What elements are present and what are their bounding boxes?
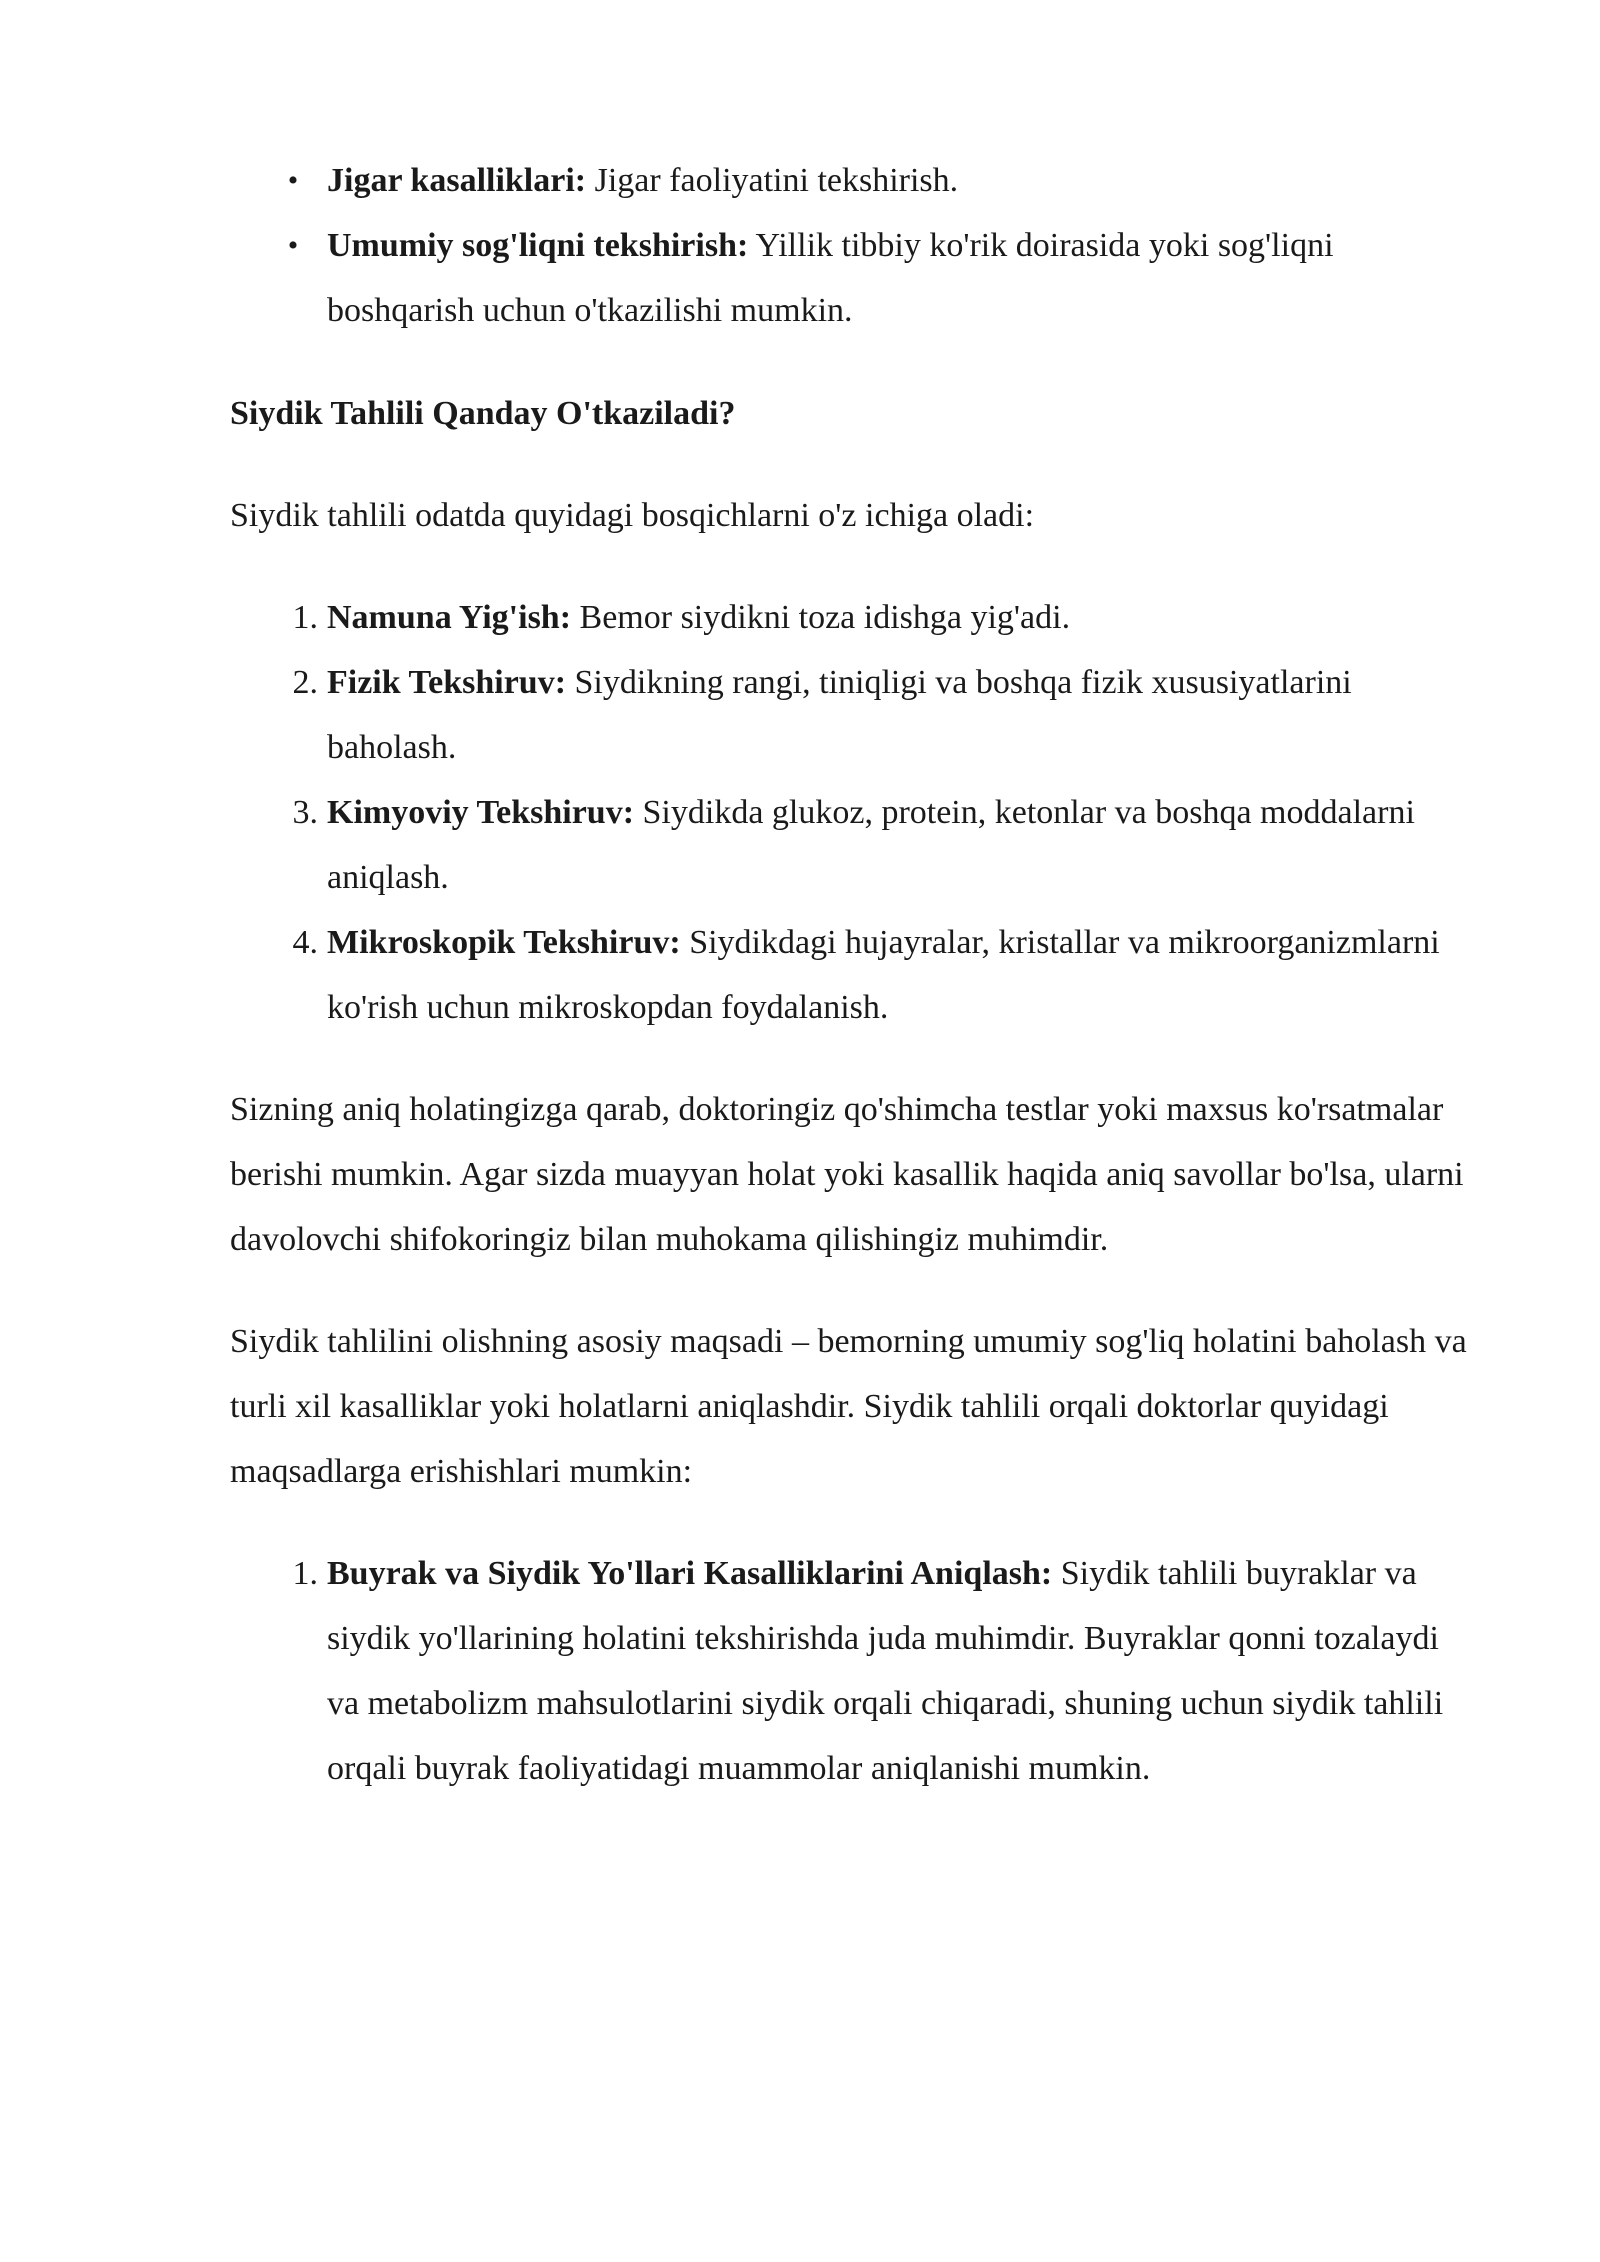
list-number: 4. <box>292 924 318 961</box>
list-item <box>230 213 1470 343</box>
list-item-term: Mikroskopik Tekshiruv: <box>327 924 681 961</box>
list-item-term: Umumiy sog'liqni tekshirish: <box>327 227 749 264</box>
list-item-text: Siydikning rangi, tiniqligi va boshqa fizik xususiyatlarini baholash. <box>327 664 1352 766</box>
list-number: 2. <box>292 664 318 701</box>
list-item-text: Siydikdagi hujayralar, kristallar va mikroorganizmlarni ko'rish uchun mikroskopdan foydalanish. <box>327 924 1440 1026</box>
list-item-term: Kimyoviy Tekshiruv: <box>327 794 635 831</box>
bullet-icon: • <box>287 229 299 262</box>
document-body <box>230 148 1470 1801</box>
list-item <box>230 148 1470 213</box>
list-item-term: Fizik Tekshiruv: <box>327 664 567 701</box>
list-item-term: Jigar kasalliklari: <box>327 162 587 199</box>
list-item <box>230 585 1470 650</box>
list-number: 1. <box>292 599 318 636</box>
intro-paragraph: Siydik tahlili odatda quyidagi bosqichlarni o'z ichiga oladi: <box>230 497 1035 534</box>
section-heading: Siydik Tahlili Qanday O'tkaziladi? <box>230 395 736 432</box>
paragraph: Siydik tahlilini olishning asosiy maqsadi – bemorning umumiy sog'liq holatini baholash va turli xil kasalliklar yoki holatlarni aniqlashdir. Siydik tahlili orqali doktorlar quyidagi maqsadlarga erishishlari mumkin: <box>230 1323 1467 1490</box>
list-item-text: Bemor siydikni toza idishga yig'adi. <box>571 599 1071 636</box>
list-item-term: Namuna Yig'ish: <box>327 599 572 636</box>
list-item <box>230 780 1470 910</box>
goals-list <box>230 1541 1470 1801</box>
list-number: 1. <box>292 1555 318 1592</box>
list-item-text: Yillik tibbiy ko'rik doirasida yoki sog'liqni boshqarish uchun o'tkazilishi mumkin. <box>327 227 1334 329</box>
list-item-text: Siydik tahlili buyraklar va siydik yo'llarining holatini tekshirishda juda muhimdir. Buyraklar qonni tozalaydi va metabolizm mahsulotlarini siydik orqali chiqaradi, shuning uchun siydik tahlili orqali buyrak faoliyatidagi muammolar aniqlanishi mumkin. <box>327 1555 1444 1787</box>
list-item-text: Siydikda glukoz, protein, ketonlar va boshqa moddalarni aniqlash. <box>327 794 1415 896</box>
list-item-term: Buyrak va Siydik Yo'llari Kasalliklarini Aniqlash: <box>327 1555 1053 1592</box>
bullet-icon: • <box>287 164 299 197</box>
list-item <box>230 1541 1470 1801</box>
paragraph: Sizning aniq holatingizga qarab, doktoringiz qo'shimcha testlar yoki maxsus ko'rsatmalar berishi mumkin. Agar sizda muayyan holat yoki kasallik haqida aniq savollar bo'lsa, ularni davolovchi shifokoringiz bilan muhokama qilishingiz muhimdir. <box>230 1091 1464 1258</box>
list-item <box>230 650 1470 780</box>
steps-list <box>230 585 1470 1040</box>
bullet-list <box>230 148 1470 343</box>
list-item-text: Jigar faoliyatini tekshirish. <box>586 162 959 199</box>
list-item <box>230 910 1470 1040</box>
list-number: 3. <box>292 794 318 831</box>
